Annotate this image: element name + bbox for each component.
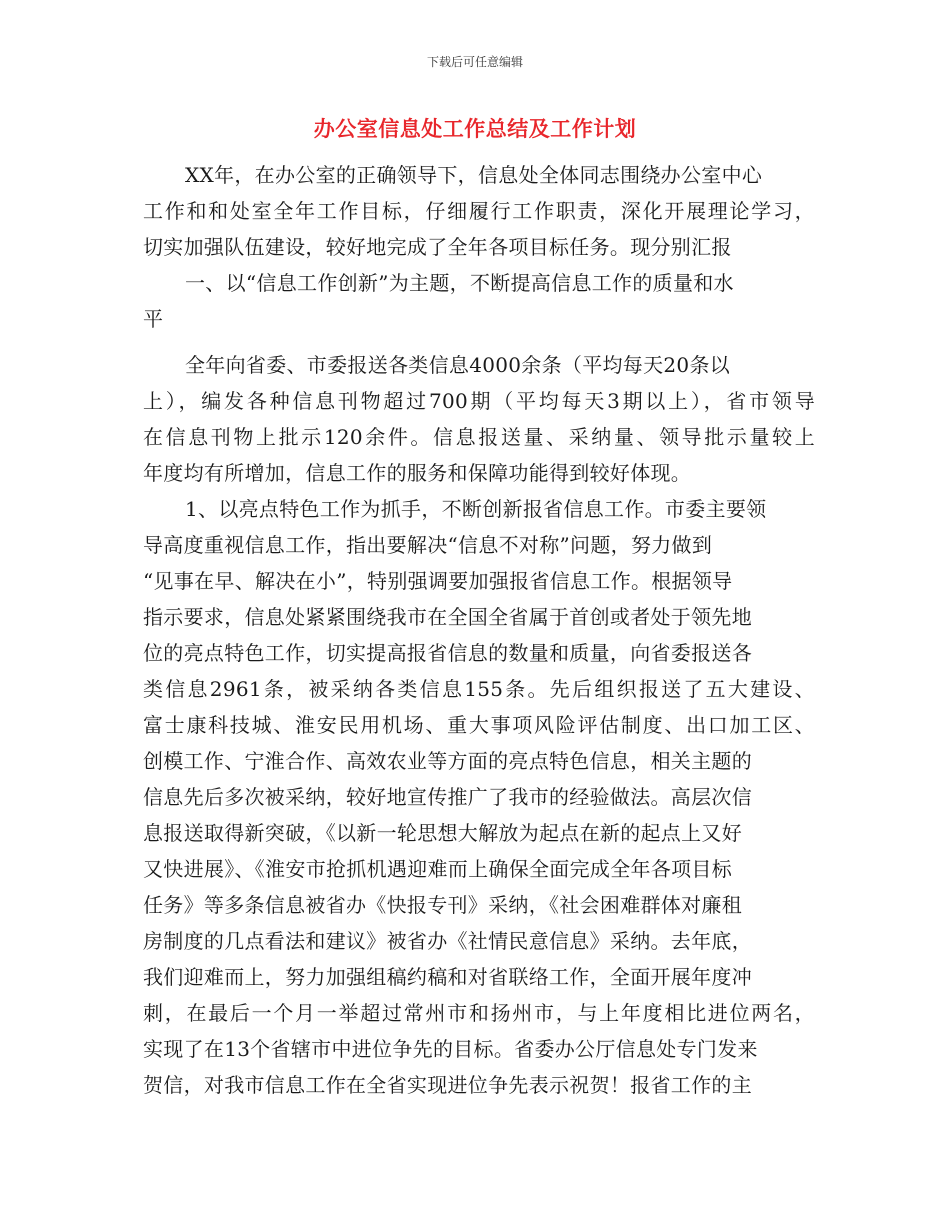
paragraph-line: 我们迎难而上，努力加强组稿约稿和对省联络工作，全面开展年度冲 (143, 965, 752, 989)
paragraph-line: 导高度重视信息工作，指出要解决“信息不对称”问题，努力做到 (143, 533, 713, 557)
paragraph-line: XX年，在办公室的正确领导下，信息处全体同志围绕办公室中心 (185, 163, 763, 187)
paragraph-line: 工作和和处室全年工作目标，仔细履行工作职责，深化开展理论学习， (143, 199, 815, 223)
paragraph-line: 房制度的几点看法和建议》被省办《社情民意信息》采纳。去年底， (143, 929, 752, 953)
paragraph-line: 实现了在13个省辖市中进位争先的目标。省委办公厅信息处专门发来 (143, 1037, 758, 1061)
paragraph-line: 任务》等多条信息被省办《快报专刊》采纳，《社会困难群体对廉租 (143, 893, 742, 917)
paragraph-line: 类信息2961条，被采纳各类信息155条。先后组织报送了五大建设、 (143, 677, 815, 701)
paragraph-line: 在信息刊物上批示120余件。信息报送量、采纳量、领导批示量较上 (143, 425, 815, 449)
page-header-note: 下载后可任意编辑 (426, 55, 523, 69)
paragraph-line: 富士康科技城、淮安民用机场、重大事项风险评估制度、出口加工区、 (143, 713, 815, 737)
document-body (143, 157, 815, 1103)
paragraph-line: 切实加强队伍建设，较好地完成了全年各项目标任务。现分别汇报 (143, 235, 732, 259)
section-heading-line: 平 (143, 307, 164, 331)
paragraph-line: 全年向省委、市委报送各类信息4000余条（平均每天20条以 (185, 353, 731, 377)
paragraph-line: 创模工作、宁淮合作、高效农业等方面的亮点特色信息，相关主题的 (143, 749, 752, 773)
paragraph-line: 1、以亮点特色工作为抓手，不断创新报省信息工作。市委主要领 (185, 497, 767, 521)
paragraph-line: 信息先后多次被采纳，较好地宣传推广了我市的经验做法。高层次信 (143, 785, 752, 809)
paragraph-line: 位的亮点特色工作，切实提高报省信息的数量和质量，向省委报送各 (143, 641, 752, 665)
paragraph-line: 指示要求，信息处紧紧围绕我市在全国全省属于首创或者处于领先地 (143, 605, 752, 629)
paragraph-line: 上），编发各种信息刊物超过700期（平均每天3期以上），省市领导 (143, 389, 815, 413)
paragraph-line: 刺，在最后一个月一举超过常州市和扬州市，与上年度相比进位两名， (143, 1001, 815, 1025)
document-title: 办公室信息处工作总结及工作计划 (313, 116, 637, 141)
section-heading-line: 一、以“信息工作创新”为主题，不断提高信息工作的质量和水 (185, 271, 734, 295)
paragraph-line: 息报送取得新突破，《以新一轮思想大解放为起点在新的起点上又好 (143, 821, 742, 845)
paragraph-line: 年度均有所增加，信息工作的服务和保障功能得到较好体现。 (143, 461, 692, 485)
paragraph-line: 贺信，对我市信息工作在全省实现进位争先表示祝贺！报省工作的主 (143, 1073, 752, 1097)
paragraph-gap (143, 337, 815, 347)
paragraph-line: 又快进展》、《淮安市抢抓机遇迎难而上确保全面完成全年各项目标 (143, 857, 732, 881)
paragraph-line: “见事在早、解决在小”，特别强调要加强报省信息工作。根据领导 (143, 569, 733, 593)
